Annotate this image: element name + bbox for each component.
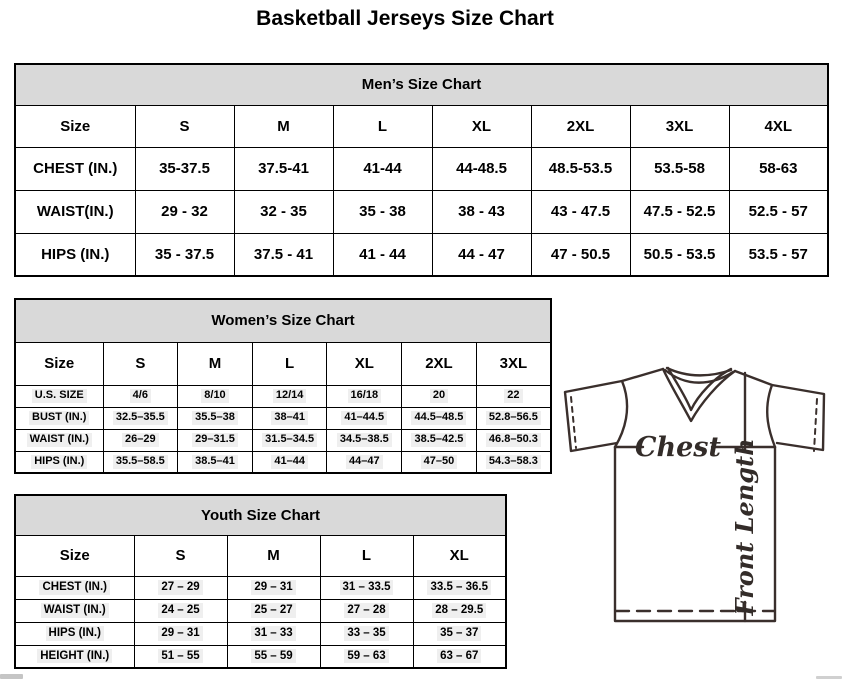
size-value-cell: 31 – 33 <box>227 622 320 645</box>
size-value-cell: 44 - 47 <box>432 233 531 276</box>
column-header: L <box>320 535 413 576</box>
size-value-cell: 35.5–58.5 <box>103 451 178 473</box>
size-value-cell: 47.5 - 52.5 <box>630 190 729 233</box>
size-value-cell: 41–44 <box>252 451 327 473</box>
size-value-cell: 41 - 44 <box>333 233 432 276</box>
table-row <box>15 576 506 599</box>
size-value-cell: 44–47 <box>327 451 402 473</box>
table-row <box>15 147 828 190</box>
size-value-cell: 37.5-41 <box>234 147 333 190</box>
column-header: 3XL <box>476 342 551 385</box>
size-value-cell: 24 – 25 <box>134 599 227 622</box>
jersey-collar-inner <box>668 368 731 410</box>
column-header: XL <box>432 105 531 147</box>
row-label: BUST (IN.) <box>15 407 103 429</box>
size-value-cell: 29–31.5 <box>178 429 253 451</box>
size-value-cell: 51 – 55 <box>134 645 227 668</box>
size-value-cell: 55 – 59 <box>227 645 320 668</box>
jersey-right-sleeve <box>735 371 824 450</box>
column-header: S <box>134 535 227 576</box>
womens-size-table <box>14 298 552 474</box>
size-value-cell: 46.8–50.3 <box>476 429 551 451</box>
size-value-cell: 38.5–41 <box>178 451 253 473</box>
column-header: 2XL <box>531 105 630 147</box>
column-header: L <box>333 105 432 147</box>
column-header: XL <box>413 535 506 576</box>
row-label: HIPS (IN.) <box>15 622 134 645</box>
size-value-cell: 47–50 <box>402 451 477 473</box>
column-header: L <box>252 342 327 385</box>
table-row <box>15 190 828 233</box>
table-row <box>15 407 551 429</box>
size-value-cell: 32.5–35.5 <box>103 407 178 429</box>
column-header: S <box>103 342 178 385</box>
column-header: S <box>135 105 234 147</box>
jersey-left-cuff-dashed <box>571 397 576 448</box>
size-value-cell: 12/14 <box>252 385 327 407</box>
size-value-cell: 28 – 29.5 <box>413 599 506 622</box>
youth-size-table <box>14 494 507 669</box>
size-value-cell: 48.5-53.5 <box>531 147 630 190</box>
size-value-cell: 33 – 35 <box>320 622 413 645</box>
jersey-measurement-diagram <box>560 364 832 626</box>
size-value-cell: 41-44 <box>333 147 432 190</box>
size-value-cell: 53.5-58 <box>630 147 729 190</box>
column-header: 2XL <box>402 342 477 385</box>
column-header: 4XL <box>729 105 828 147</box>
size-value-cell: 35-37.5 <box>135 147 234 190</box>
chest-label: Chest <box>635 432 721 463</box>
column-header: XL <box>327 342 402 385</box>
size-value-cell: 29 – 31 <box>227 576 320 599</box>
column-header: M <box>227 535 320 576</box>
size-value-cell: 20 <box>402 385 477 407</box>
scrollbar-thumb-left[interactable] <box>0 674 23 679</box>
table-row <box>15 429 551 451</box>
row-label: WAIST(IN.) <box>15 190 135 233</box>
size-value-cell: 16/18 <box>327 385 402 407</box>
size-value-cell: 34.5–38.5 <box>327 429 402 451</box>
size-value-cell: 53.5 - 57 <box>729 233 828 276</box>
table-row <box>15 645 506 668</box>
column-header: M <box>178 342 253 385</box>
column-header: Size <box>15 105 135 147</box>
size-value-cell: 35 - 38 <box>333 190 432 233</box>
table-row <box>15 622 506 645</box>
column-header: Size <box>15 535 134 576</box>
size-value-cell: 29 – 31 <box>134 622 227 645</box>
column-header: 3XL <box>630 105 729 147</box>
size-value-cell: 33.5 – 36.5 <box>413 576 506 599</box>
size-value-cell: 27 – 29 <box>134 576 227 599</box>
size-value-cell: 35.5–38 <box>178 407 253 429</box>
row-label: U.S. SIZE <box>15 385 103 407</box>
size-value-cell: 52.5 - 57 <box>729 190 828 233</box>
size-value-cell: 47 - 50.5 <box>531 233 630 276</box>
men-table-title: Men’s Size Chart <box>15 64 828 105</box>
size-value-cell: 31.5–34.5 <box>252 429 327 451</box>
row-label: HIPS (IN.) <box>15 451 103 473</box>
front-length-label: Front Length <box>730 438 759 616</box>
row-label: HIPS (IN.) <box>15 233 135 276</box>
size-value-cell: 25 – 27 <box>227 599 320 622</box>
row-label: CHEST (IN.) <box>15 576 134 599</box>
column-header: Size <box>15 342 103 385</box>
size-value-cell: 22 <box>476 385 551 407</box>
size-value-cell: 31 – 33.5 <box>320 576 413 599</box>
row-label: CHEST (IN.) <box>15 147 135 190</box>
size-value-cell: 37.5 - 41 <box>234 233 333 276</box>
size-value-cell: 44.5–48.5 <box>402 407 477 429</box>
size-value-cell: 58-63 <box>729 147 828 190</box>
size-value-cell: 52.8–56.5 <box>476 407 551 429</box>
row-label: WAIST (IN.) <box>15 429 103 451</box>
size-value-cell: 4/6 <box>103 385 178 407</box>
women-table-title: Women’s Size Chart <box>15 299 551 342</box>
size-value-cell: 38–41 <box>252 407 327 429</box>
row-label: HEIGHT (IN.) <box>15 645 134 668</box>
size-value-cell: 59 – 63 <box>320 645 413 668</box>
size-value-cell: 38 - 43 <box>432 190 531 233</box>
size-value-cell: 38.5–42.5 <box>402 429 477 451</box>
size-value-cell: 44-48.5 <box>432 147 531 190</box>
size-value-cell: 63 – 67 <box>413 645 506 668</box>
mens-size-table <box>14 63 829 277</box>
size-value-cell: 43 - 47.5 <box>531 190 630 233</box>
table-row <box>15 599 506 622</box>
size-value-cell: 35 - 37.5 <box>135 233 234 276</box>
column-header: M <box>234 105 333 147</box>
size-value-cell: 8/10 <box>178 385 253 407</box>
page-title: Basketball Jerseys Size Chart <box>256 7 554 30</box>
size-value-cell: 27 – 28 <box>320 599 413 622</box>
jersey-right-armhole-seam <box>767 385 775 447</box>
jersey-right-cuff-dashed <box>814 399 817 451</box>
size-value-cell: 26–29 <box>103 429 178 451</box>
table-row <box>15 451 551 473</box>
table-row <box>15 385 551 407</box>
jersey-left-armhole-seam <box>615 381 627 447</box>
row-label: WAIST (IN.) <box>15 599 134 622</box>
size-value-cell: 41–44.5 <box>327 407 402 429</box>
size-value-cell: 29 - 32 <box>135 190 234 233</box>
size-value-cell: 54.3–58.3 <box>476 451 551 473</box>
size-value-cell: 35 – 37 <box>413 622 506 645</box>
size-value-cell: 50.5 - 53.5 <box>630 233 729 276</box>
size-value-cell: 32 - 35 <box>234 190 333 233</box>
youth-table-title: Youth Size Chart <box>15 495 506 535</box>
table-row <box>15 233 828 276</box>
